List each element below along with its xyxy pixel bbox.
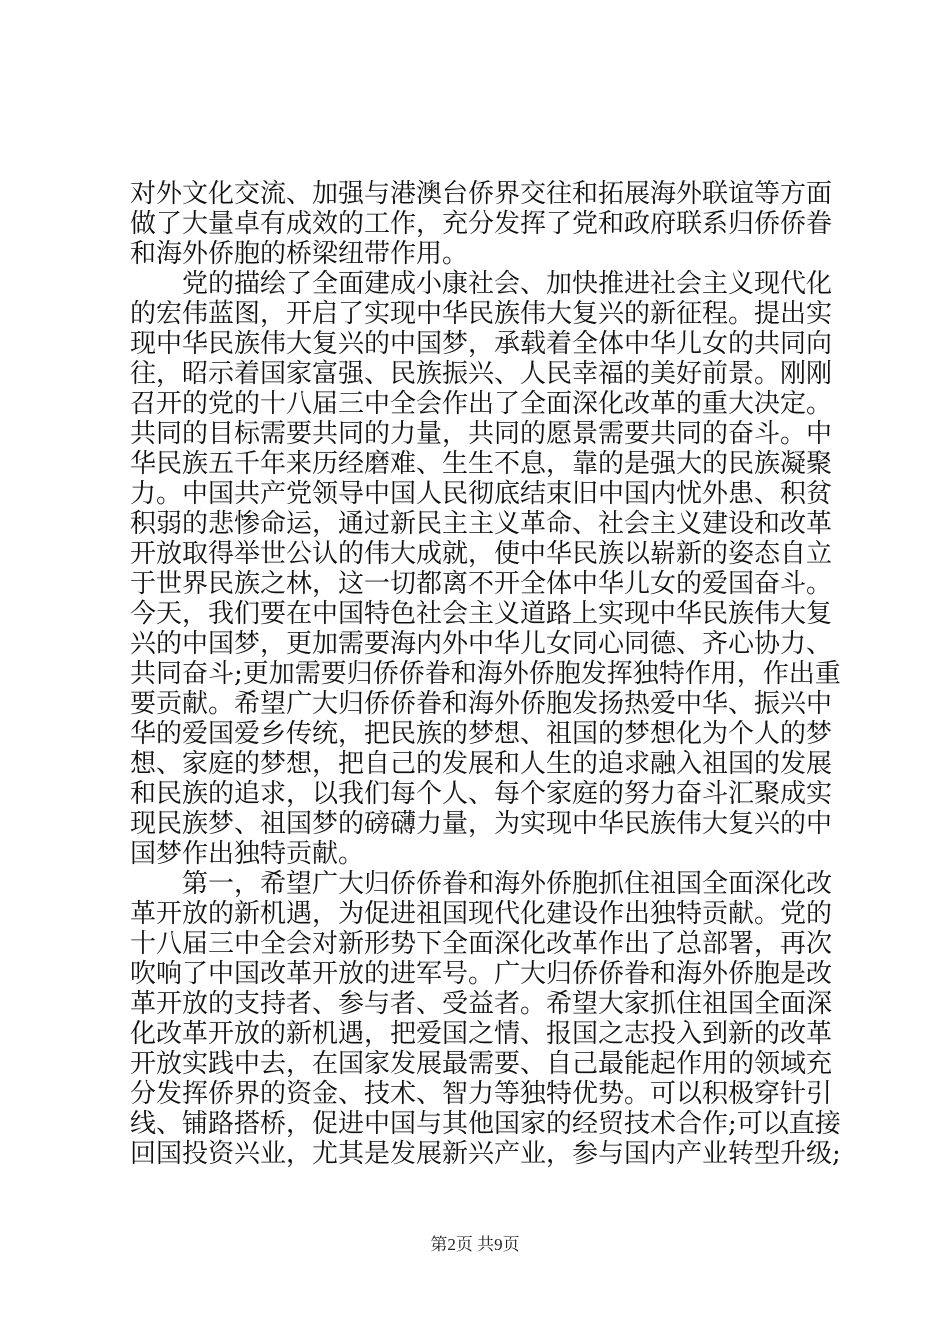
text-line: 回国投资兴业，尤其是发展新兴产业，参与国内产业转型升级; [130, 1139, 841, 1169]
text-line: 现民族梦、祖国梦的磅礴力量，为实现中华民族伟大复兴的中 [130, 809, 833, 839]
text-line: 第一，希望广大归侨侨眷和海外侨胞抓住祖国全面深化改 [182, 869, 833, 899]
text-line: 国梦作出独特贡献。 [130, 839, 365, 869]
text-line: 往，昭示着国家富强、民族振兴、人民幸福的美好前景。刚刚 [130, 359, 833, 389]
text-line: 开放取得举世公认的伟大成就，使中华民族以崭新的姿态自立 [130, 539, 833, 569]
text-line: 和海外侨胞的桥梁纽带作用。 [130, 239, 469, 269]
text-line: 开放实践中去，在国家发展最需要、自己最能起作用的领域充 [130, 1049, 833, 1079]
text-line: 的宏伟蓝图，开启了实现中华民族伟大复兴的新征程。提出实 [130, 299, 833, 329]
text-line: 革开放的新机遇，为促进祖国现代化建设作出独特贡献。党的 [130, 899, 833, 929]
text-line: 吹响了中国改革开放的进军号。广大归侨侨眷和海外侨胞是改 [130, 959, 833, 989]
text-line: 共同的目标需要共同的力量，共同的愿景需要共同的奋斗。中 [130, 419, 833, 449]
text-line: 对外文化交流、加强与港澳台侨界交往和拓展海外联谊等方面 [130, 179, 833, 209]
page-number-footer: 第2页 共9页 [430, 1235, 520, 1254]
text-line: 分发挥侨界的资金、技术、智力等独特优势。可以积极穿针引 [130, 1079, 833, 1109]
text-line: 革开放的支持者、参与者、受益者。希望大家抓住祖国全面深 [130, 989, 833, 1019]
text-line: 积弱的悲惨命运，通过新民主主义革命、社会主义建设和改革 [130, 509, 833, 539]
text-line: 做了大量卓有成效的工作，充分发挥了党和政府联系归侨侨眷 [130, 209, 833, 239]
text-line: 化改革开放的新机遇，把爱国之情、报国之志投入到新的改革 [130, 1019, 833, 1049]
text-line: 十八届三中全会对新形势下全面深化改革作出了总部署，再次 [130, 929, 833, 959]
text-line: 召开的党的十八届三中全会作出了全面深化改革的重大决定。 [130, 389, 833, 419]
text-line: 今天，我们要在中国特色社会主义道路上实现中华民族伟大复 [130, 599, 833, 629]
text-line: 华的爱国爱乡传统，把民族的梦想、祖国的梦想化为个人的梦 [130, 719, 833, 749]
text-line: 现中华民族伟大复兴的中国梦，承载着全体中华儿女的共同向 [130, 329, 833, 359]
text-line: 于世界民族之林，这一切都离不开全体中华儿女的爱国奋斗。 [130, 569, 833, 599]
text-line: 要贡献。希望广大归侨侨眷和海外侨胞发扬热爱中华、振兴中 [130, 689, 833, 719]
text-line: 兴的中国梦，更加需要海内外中华儿女同心同德、齐心协力、 [130, 629, 833, 659]
text-line: 想、家庭的梦想，把自己的发展和人生的追求融入祖国的发展 [130, 749, 833, 779]
text-line: 共同奋斗;更加需要归侨侨眷和海外侨胞发挥独特作用，作出重 [130, 659, 841, 689]
text-line: 线、铺路搭桥，促进中国与其他国家的经贸技术合作;可以直接 [130, 1109, 841, 1139]
text-line: 党的描绘了全面建成小康社会、加快推进社会主义现代化 [182, 269, 833, 299]
text-line: 力。中国共产党领导中国人民彻底结束旧中国内忧外患、积贫 [130, 479, 833, 509]
text-line: 华民族五千年来历经磨难、生生不息，靠的是强大的民族凝聚 [130, 449, 833, 479]
text-line: 和民族的追求，以我们每个人、每个家庭的努力奋斗汇聚成实 [130, 779, 833, 809]
